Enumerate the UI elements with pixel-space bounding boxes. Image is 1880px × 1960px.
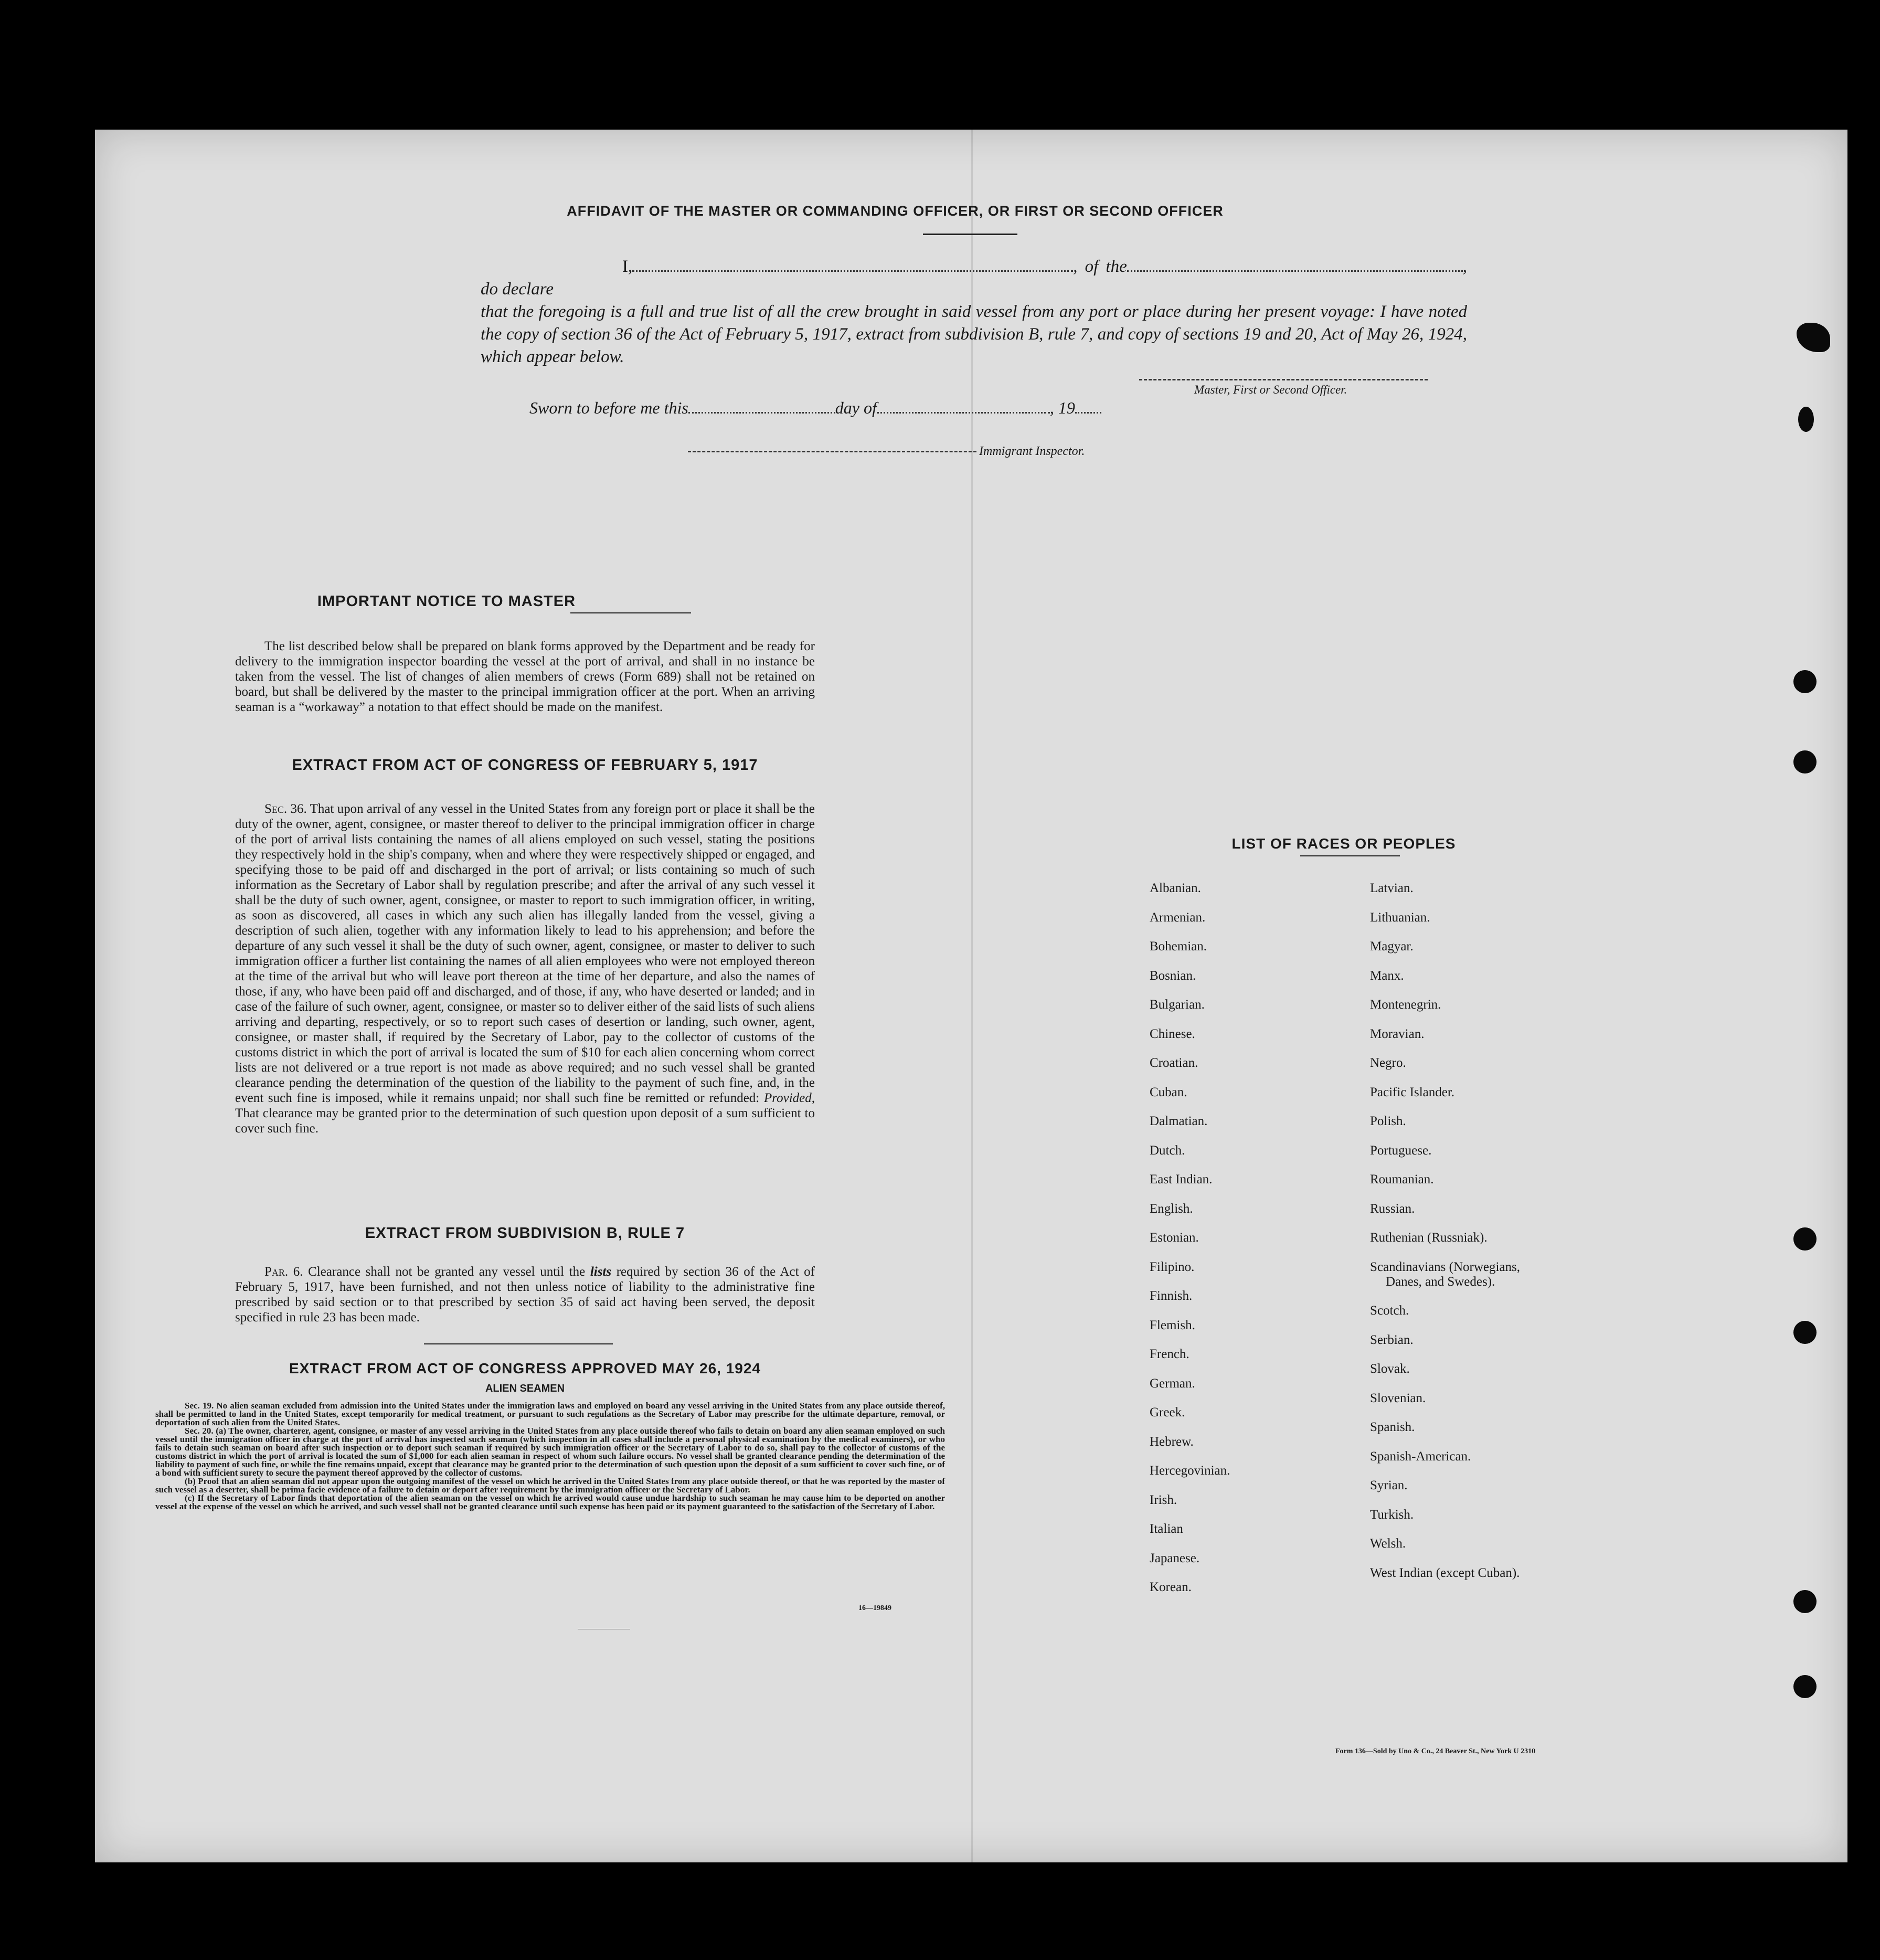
sec-36-text: That upon arrival of any vessel in the United States from any foreign port or place it shall be the duty of the owner, agent, consignee, or master thereof to deliver to the principal immigration officer in charge of the port of arrival lists containing the names of all aliens employed on such vessel, stating the positions they respectively hold in the ship's company, when and where they were respectively shipped or engaged, and specifying those to be paid off and discharged in the port of arrival; or lists containing so much of such information as the Secretary of Labor shall by regulation prescribe; and after the arrival of any such vessel it shall be the duty of such owner, agent, consignee, or master to report to such immigration officer, in writing, as soon as discovered, all cases in which any such alien has illegally landed from the vessel, giving a description of such alien, together with any information likely to lead to his apprehension; and before the departure of any such vessel it shall be the duty of such owner, agent, consignee, or master to deliver to such immigration officer a further list containing the names of all alien employees who were not employed thereon at the time of the arrival but who will leave port thereon at the time of her departure, and also the names of those, if any, who have been paid off and discharged, and of those, if any, who have deserted or landed; and in case of the failure of such owner, agent, consignee, or master so to deliver either of the said lists of such aliens arriving and departing, respectively, or so to report such cases of desertion or landing, such owner, agent, consignee, or master shall, if required by the Secretary of Labor, pay to the collector of customs of the customs district in which the port of arrival is located the sum of $10 for each alien concerning whom correct lists are not delivered or a true report is not made as above required; and no such vessel shall be granted clearance pending the determination of the question of the liability to the payment of such fine, and, in the event such fine is imposed, while it remains unpaid; nor shall such fine be remitted or refunded: xyxy=(235,802,815,1105)
race-item: Serbian. xyxy=(1370,1332,1414,1347)
race-item: Bosnian. xyxy=(1150,968,1196,983)
race-item: East Indian. xyxy=(1150,1172,1213,1186)
rule7-text-a: Clearance shall not be granted any vessel until the xyxy=(308,1265,586,1279)
inspector-signature-line[interactable] xyxy=(688,451,976,452)
race-item: Moravian. xyxy=(1370,1026,1425,1041)
race-item: Lithuanian. xyxy=(1370,910,1430,925)
race-item: Korean. xyxy=(1150,1580,1192,1594)
sworn-prefix: Sworn to before me this xyxy=(529,398,688,417)
binding-hole xyxy=(1793,670,1817,693)
sec-20a-text: Sec. 20. (a) The owner, charterer, agent, consignee, or master of any vessel arriving in the United States from any place outside thereof who fails to detain on board any alien seaman employed on such vessel until the immigration officer in charge at the port of arrival has inspected such seaman (which inspection in all cases shall include a personal physical examination by the medical examiners), or who fails to detain such seaman on board after such inspection or to deport such seaman if required by such immigration officer or the Secretary of Labor to do so, shall pay to the collector of customs of the customs district in which the port of arrival is located the sum of $1,000 for each alien seaman in respect of whom such failure occurs. No vessel shall be granted clearance pending the determination of the liability to payment of such fine, or while the fine remains unpaid, except that clearance may be granted prior to the determination of such question upon the deposit of a sum sufficient to cover such fine, or of a bond with sufficient surety to secure the payment thereof approved by the collector of customs. xyxy=(155,1426,945,1478)
race-item: Danes, and Swedes). xyxy=(1386,1274,1495,1289)
race-item: Finnish. xyxy=(1150,1289,1193,1303)
race-item: Syrian. xyxy=(1370,1478,1408,1492)
signature-line[interactable] xyxy=(1139,379,1428,380)
day-of-label: day of xyxy=(835,398,877,417)
affidavit-body: that the foregoing is a full and true list of all the crew brought in said vessel from any port or place during her present voyage: I have noted the copy of section 36 of the Act of February 5, 1917, extract from subdivision B, rule 7, and copy of sections 19 and 20, Act of May 26, 1924, which appear below. xyxy=(481,302,1467,366)
race-item: West Indian (except Cuban). xyxy=(1370,1565,1520,1580)
signature-caption: Master, First or Second Officer. xyxy=(1194,383,1347,396)
race-item: Portuguese. xyxy=(1370,1143,1432,1158)
binding-hole xyxy=(1793,1321,1817,1344)
sec-36-label: Sec. 36. xyxy=(264,802,307,816)
sworn-month-field[interactable] xyxy=(877,399,1050,414)
race-item: Manx. xyxy=(1370,968,1404,983)
race-item: Roumanian. xyxy=(1370,1172,1434,1186)
document-page xyxy=(95,130,1847,1862)
race-item: Turkish. xyxy=(1370,1507,1414,1522)
race-item: Croatian. xyxy=(1150,1056,1198,1070)
race-item: Flemish. xyxy=(1150,1318,1195,1332)
race-item: Magyar. xyxy=(1370,939,1414,953)
race-item: Hebrew. xyxy=(1150,1434,1194,1449)
par-6-label: Par. 6. xyxy=(264,1265,303,1279)
race-item: Filipino. xyxy=(1150,1259,1195,1274)
binding-hole xyxy=(1793,1590,1817,1613)
affidavit-text xyxy=(481,256,1467,368)
inspector-caption: Immigrant Inspector. xyxy=(979,444,1085,458)
sec-20b-text: (b) Proof that an alien seaman did not appear upon the outgoing manifest of the vessel on which he arrived in the United States from any place outside thereof, or that he was reported by the master of such vessel as a deserter, shall be prima facie evidence of a failure to detain or deport after requirement by the immigration officer or the Secretary of Labor. xyxy=(155,1476,945,1495)
binding-hole xyxy=(1793,1227,1817,1251)
extract-1924-text xyxy=(155,1402,945,1511)
race-item: Italian xyxy=(1150,1522,1183,1536)
race-item: Russian. xyxy=(1370,1201,1415,1216)
rule7-text xyxy=(235,1264,815,1325)
sworn-day-field[interactable] xyxy=(688,399,835,414)
races-title: LIST OF RACES OR PEOPLES xyxy=(1231,835,1456,852)
page-fold xyxy=(971,130,973,1862)
race-item: Bulgarian. xyxy=(1150,998,1205,1012)
race-item: Albanian. xyxy=(1150,881,1201,895)
race-item: Slovenian. xyxy=(1370,1391,1426,1405)
vessel-name-field[interactable] xyxy=(1127,258,1463,272)
notice-text: The list described below shall be prepared on blank forms approved by the Department and be ready for delivery to the immigration inspector boarding the vessel at the port of arrival, and shall in no instance be taken from the vessel. The list of changes of alien members of crews (Form 689) shall not be retained on board, but shall be delivered by the master to the principal immigration officer at the port. When an arriving seaman is a “workaway” a notation to that effect should be made on the manifest. xyxy=(235,639,815,714)
rule7-title: EXTRACT FROM SUBDIVISION B, RULE 7 xyxy=(365,1225,685,1242)
race-item: Irish. xyxy=(1150,1492,1177,1507)
sec-20c-text: (c) If the Secretary of Labor finds that deportation of the alien seaman on the vessel on which he arrived would cause undue hardship to such seaman he may cause him to be deported on another vessel at the expense of the vessel on which he arrived, and such vessel shall not be granted clearance until such expense has been paid or its payment guaranteed to the satisfaction of the Secretary of Labor. xyxy=(155,1493,945,1511)
race-item: Negro. xyxy=(1370,1056,1406,1070)
race-item: Latvian. xyxy=(1370,881,1414,895)
ink-blot xyxy=(1798,407,1814,432)
rule7-rule xyxy=(424,1343,613,1344)
races-rule xyxy=(1300,855,1400,856)
sworn-year-field[interactable] xyxy=(1075,399,1101,414)
notice-rule xyxy=(570,612,691,613)
ink-blot xyxy=(1797,323,1830,352)
provided-label: Provided, xyxy=(764,1091,815,1105)
affidavit-title: AFFIDAVIT OF THE MASTER OR COMMANDING OFFICER, OR FIRST OR SECOND OFFICER xyxy=(567,203,1224,219)
race-item: Spanish-American. xyxy=(1370,1449,1471,1464)
race-item: Ruthenian (Russniak). xyxy=(1370,1231,1488,1245)
race-item: Dutch. xyxy=(1150,1143,1185,1158)
extract-1917-text xyxy=(235,801,815,1136)
sworn-line xyxy=(529,398,1101,418)
race-item: Chinese. xyxy=(1150,1026,1195,1041)
race-item: Welsh. xyxy=(1370,1537,1406,1551)
do-declare-label: , do declare xyxy=(481,257,1467,299)
title-rule xyxy=(923,234,1017,235)
race-item: English. xyxy=(1150,1201,1193,1216)
year-prefix: , 19 xyxy=(1049,398,1075,417)
race-item: Cuban. xyxy=(1150,1085,1187,1099)
extract-1924-title: EXTRACT FROM ACT OF CONGRESS APPROVED MAY 26, 1924 xyxy=(289,1360,761,1376)
race-item: Estonian. xyxy=(1150,1231,1199,1245)
binding-hole xyxy=(1793,1675,1817,1698)
race-item: Pacific Islander. xyxy=(1370,1085,1455,1099)
race-item: Spanish. xyxy=(1370,1420,1415,1434)
of-the-label: , of the xyxy=(1073,257,1127,276)
race-item: Hercegovinian. xyxy=(1150,1464,1230,1478)
alien-seamen-subtitle: ALIEN SEAMEN xyxy=(485,1383,565,1394)
race-item: Bohemian. xyxy=(1150,939,1207,953)
race-item: Montenegrin. xyxy=(1370,998,1441,1012)
race-item: German. xyxy=(1150,1376,1195,1391)
race-item: Slovak. xyxy=(1370,1362,1410,1376)
notice-title: IMPORTANT NOTICE TO MASTER xyxy=(317,593,576,610)
race-item: Scandinavians (Norwegians, xyxy=(1370,1259,1521,1274)
binding-hole xyxy=(1793,750,1817,774)
i-label: I, xyxy=(622,257,633,276)
provided-text: That clearance may be granted prior to the determination of such question upon deposit of a sum sufficient to cover such fine. xyxy=(235,1106,815,1136)
master-name-field[interactable] xyxy=(632,258,1073,272)
print-code: 16—19849 xyxy=(858,1604,891,1612)
form-footer: Form 136—Sold by Uno & Co., 24 Beaver St., New York U 2310 xyxy=(1335,1747,1536,1755)
race-item: Japanese. xyxy=(1150,1551,1200,1565)
rule7-text-b: required by section 36 of the Act of February 5, 1917, have been furnished, and not then unless notice of liability to the administrative fine prescribed by said section or to that prescribed by section 35 of said act having been served, the deposit specified in rule 23 has been made. xyxy=(235,1265,815,1325)
race-item: Dalmatian. xyxy=(1150,1114,1208,1128)
race-item: Armenian. xyxy=(1150,910,1206,925)
race-item: Greek. xyxy=(1150,1405,1185,1419)
lists-word: lists xyxy=(590,1265,612,1279)
extract-1917-title: EXTRACT FROM ACT OF CONGRESS OF FEBRUARY 5, 1917 xyxy=(292,757,758,774)
sec-19-text: Sec. 19. No alien seaman excluded from admission into the United States under the immigration laws and employed on board any vessel arriving in the United States from any place outside thereof, shall be permitted to land in the United States, except temporarily for medical treatment, or pursuant to such regulations as the Secretary of Labor may prescribe for the ultimate departure, removal, or deportation of such alien from the United States. xyxy=(155,1401,945,1427)
race-item: Polish. xyxy=(1370,1114,1406,1128)
affidavit-first-line xyxy=(481,256,1467,301)
race-item: Scotch. xyxy=(1370,1304,1409,1318)
race-item: French. xyxy=(1150,1347,1189,1361)
